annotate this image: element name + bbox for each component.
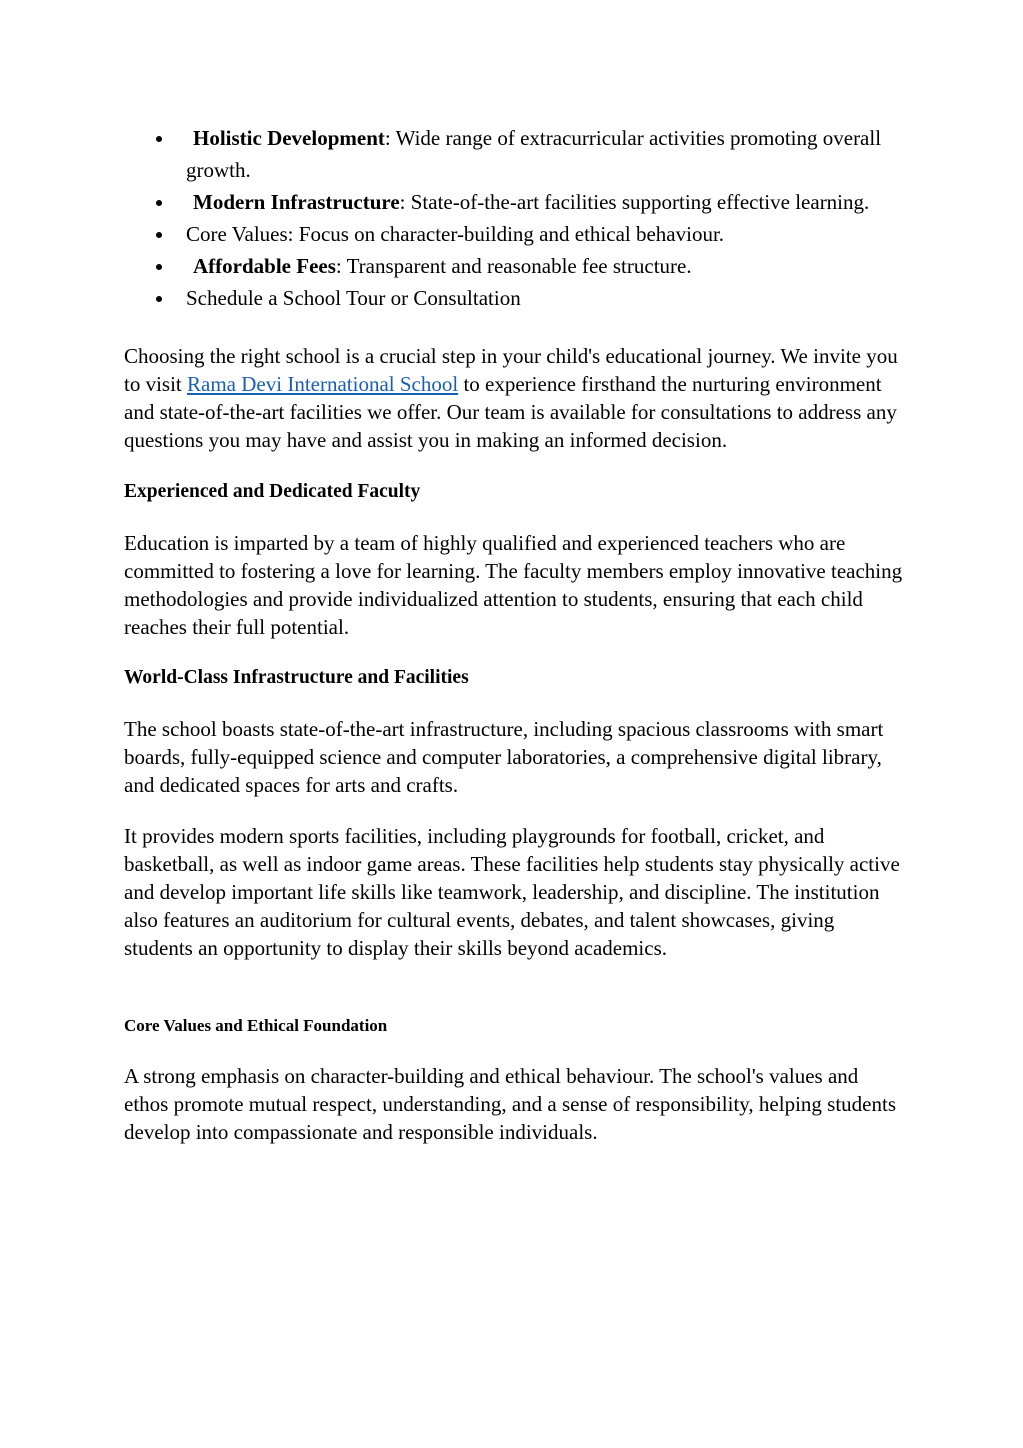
feature-list xyxy=(124,122,904,314)
bullet-icon xyxy=(156,232,162,238)
list-item-text: : Transparent and reasonable fee structure. xyxy=(335,254,692,278)
bullet-icon xyxy=(156,200,162,206)
list-item xyxy=(124,250,904,282)
document-page xyxy=(124,122,904,1146)
bullet-icon xyxy=(156,296,162,302)
infrastructure-paragraph-2: It provides modern sports facilities, including playgrounds for football, cricket, and basketball, as well as indoor game areas. These facilities help students stay physically active and develop important life skills like teamwork, leadership, and discipline. The institution also features an auditorium for cultural events, debates, and talent showcases, giving students an opportunity to display their skills beyond academics. xyxy=(124,824,900,960)
infrastructure-heading: World-Class Infrastructure and Facilities xyxy=(124,667,469,688)
list-item xyxy=(124,186,904,218)
list-item xyxy=(124,218,904,250)
bullet-icon xyxy=(156,136,162,142)
list-item xyxy=(124,282,904,314)
intro-paragraph xyxy=(124,342,904,454)
list-item-text: : Wide range of extracurricular activities promoting overall growth. xyxy=(186,126,882,182)
faculty-paragraph: Education is imparted by a team of highly qualified and experienced teachers who are committed to fostering a love for learning. The faculty members employ innovative teaching methodologies and provide individualized attention to students, ensuring that each child reaches their full potential. xyxy=(124,531,903,639)
list-item-bold: Holistic Development xyxy=(193,126,385,150)
intro-text-after: to experience firsthand the nurturing environment and state-of-the-art facilities we offer. Our team is available for consultations to address any questions you may have and assist you in making an informed decision. xyxy=(124,372,897,452)
bullet-icon xyxy=(156,264,162,270)
school-link[interactable]: Rama Devi International School xyxy=(187,372,459,396)
list-item-text: Schedule a School Tour or Consultation xyxy=(186,286,521,310)
list-item-bold: Affordable Fees xyxy=(193,254,336,278)
values-paragraph: A strong emphasis on character-building and ethical behaviour. The school's values and ethos promote mutual respect, understanding, and a sense of responsibility, helping students develop into compassionate and responsible individuals. xyxy=(124,1064,896,1144)
infrastructure-paragraph-1: The school boasts state-of-the-art infrastructure, including spacious classrooms with smart boards, fully-equipped science and computer laboratories, a comprehensive digital library, and dedicated spaces for arts and crafts. xyxy=(124,717,884,797)
values-heading: Core Values and Ethical Foundation xyxy=(124,1016,388,1035)
intro-text-before: Choosing the right school is a crucial step in your child's educational journey. We invite you to visit xyxy=(124,344,898,396)
list-item-text: Core Values: Focus on character-building and ethical behaviour. xyxy=(186,222,725,246)
list-item-text: : State-of-the-art facilities supporting effective learning. xyxy=(399,190,870,214)
list-item-bold: Modern Infrastructure xyxy=(193,190,400,214)
list-item xyxy=(124,122,904,186)
faculty-heading: Experienced and Dedicated Faculty xyxy=(124,481,421,502)
